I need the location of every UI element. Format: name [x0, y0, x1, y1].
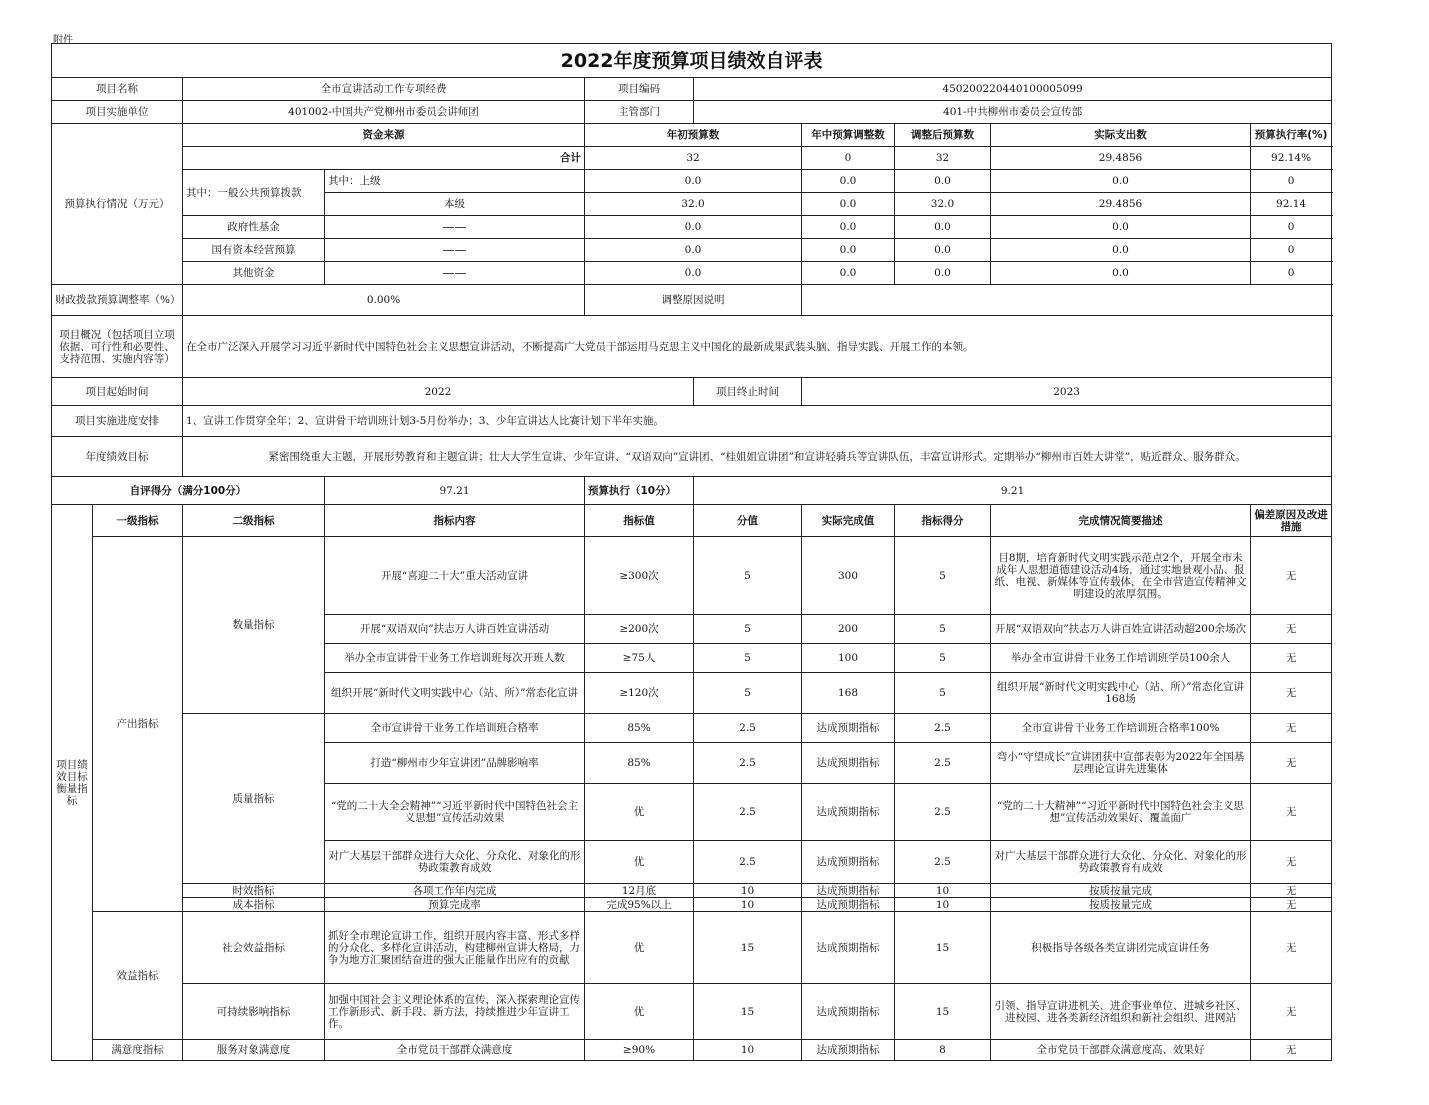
ind-score: 2.5 [895, 743, 991, 784]
self-score-label: 自评得分（满分100分） [52, 477, 325, 505]
general-budget-label: 其中：一般公共预算拨款 [183, 170, 325, 216]
ind-desc: 引领、指导宣讲进机关、进企事业单位、进城乡社区、进校园、进各类新经济组织和新社会组织、进网站 [991, 984, 1251, 1040]
ind-content: 各项工作年内完成 [325, 884, 585, 898]
budget-row-total [52, 147, 1332, 170]
local-midyear: 0.0 [802, 193, 895, 216]
total-actual: 29.4856 [991, 147, 1251, 170]
state-capital-initial: 0.0 [585, 239, 802, 262]
budget-header-source: 资金来源 [183, 124, 585, 147]
table-row [52, 984, 1332, 1040]
level2-timeliness: 时效指标 [183, 884, 325, 898]
ind-weight: 5 [694, 644, 802, 673]
ind-desc: 全市宣讲骨干业务工作培训班合格率100% [991, 714, 1251, 743]
ind-content: 抓好全市理论宣讲工作，组织开展内容丰富、形式多样的分众化、多样化宣讲活动，构建柳州宣讲大格局，力争为地方汇聚团结奋进的强大正能量作出应有的贡献 [325, 912, 585, 984]
table-row [52, 884, 1332, 898]
budget-header-actual: 实际支出数 [991, 124, 1251, 147]
ind-actual: 达成预期指标 [802, 714, 895, 743]
local-adjusted: 32.0 [895, 193, 991, 216]
upper-initial: 0.0 [585, 170, 802, 193]
upper-midyear: 0.0 [802, 170, 895, 193]
ind-header-target: 指标值 [585, 505, 694, 537]
state-capital-actual: 0.0 [991, 239, 1251, 262]
ind-weight: 2.5 [694, 743, 802, 784]
budget-row-other [52, 262, 1332, 285]
ind-desc: 按质按量完成 [991, 898, 1251, 912]
goal-text: 紧密围绕重大主题，开展形势教育和主题宣讲；壮大大学生宣讲、少年宣讲、“双语双向”宣讲团、“桂姐姐宣讲团”和宣讲轻骑兵等宣讲队伍，丰富宣讲形式。定期举办“柳州市百姓大讲堂”，贴近群众、服务群众。 [183, 437, 1332, 477]
overview-text: 在全市广泛深入开展学习习近平新时代中国特色社会主义思想宣讲活动，不断提高广大党员干部运用马克思主义中国化的最新成果武装头脑、指导实践、开展工作的本领。 [183, 316, 1332, 378]
ind-content: “党的二十大全会精神”“习近平新时代中国特色社会主义思想”宣传活动效果 [325, 784, 585, 841]
ind-target: ≥75人 [585, 644, 694, 673]
total-midyear: 0 [802, 147, 895, 170]
table-row [52, 1040, 1332, 1061]
ind-desc: 组织开展“新时代文明实践中心（站、所）”常态化宣讲168场 [991, 673, 1251, 714]
ind-content: 全市党员干部群众满意度 [325, 1040, 585, 1061]
ind-header-weight: 分值 [694, 505, 802, 537]
ind-remark: 无 [1251, 912, 1332, 984]
project-name: 全市宣讲活动工作专项经费 [183, 78, 585, 101]
ind-desc: “党的二十大精神”“习近平新时代中国特色社会主义思想”宣传活动效果好、覆盖面广 [991, 784, 1251, 841]
ind-weight: 10 [694, 1040, 802, 1061]
ind-header-level2: 二级指标 [183, 505, 325, 537]
budget-row-state-capital [52, 239, 1332, 262]
budget-exec-label: 预算执行（10分） [585, 477, 694, 505]
ind-target: 优 [585, 912, 694, 984]
level2-quantity: 数量指标 [183, 537, 325, 714]
ind-target: ≥300次 [585, 537, 694, 615]
other-fund-midyear: 0.0 [802, 262, 895, 285]
local-label: 本级 [325, 193, 585, 216]
total-initial: 32 [585, 147, 802, 170]
performance-table [51, 43, 1332, 1061]
local-initial: 32.0 [585, 193, 802, 216]
gov-fund-initial: 0.0 [585, 216, 802, 239]
ind-score: 5 [895, 537, 991, 615]
ind-actual: 达成预期指标 [802, 884, 895, 898]
ind-score: 2.5 [895, 784, 991, 841]
level1-benefit: 效益指标 [93, 912, 183, 1040]
ind-actual: 达成预期指标 [802, 841, 895, 884]
ind-desc: 开展“双语双向”扶志万人讲百姓宣讲活动超200余场次 [991, 615, 1251, 644]
ind-remark: 无 [1251, 644, 1332, 673]
gov-fund-adjusted: 0.0 [895, 216, 991, 239]
ind-header-remark: 偏差原因及改进措施 [1251, 505, 1332, 537]
total-rate: 92.14% [1251, 147, 1332, 170]
ind-actual: 达成预期指标 [802, 784, 895, 841]
ind-remark: 无 [1251, 615, 1332, 644]
ind-score: 15 [895, 984, 991, 1040]
ind-content: 预算完成率 [325, 898, 585, 912]
page-title: 2022年度预算项目绩效自评表 [52, 44, 1332, 78]
upper-rate: 0 [1251, 170, 1332, 193]
ind-target: 12月底 [585, 884, 694, 898]
ind-desc: 全市党员干部群众满意度高、效果好 [991, 1040, 1251, 1061]
budget-exec-score: 9.21 [694, 477, 1332, 505]
ind-remark: 无 [1251, 1040, 1332, 1061]
dept: 401-中共柳州市委员会宣传部 [694, 101, 1332, 124]
ind-header-level1: 一级指标 [93, 505, 183, 537]
adjust-reason [802, 285, 1332, 316]
upper-actual: 0.0 [991, 170, 1251, 193]
dept-label: 主管部门 [585, 101, 694, 124]
state-capital-label: 国有资本经营预算 [183, 239, 325, 262]
state-capital-adjusted: 0.0 [895, 239, 991, 262]
impl-unit: 401002-中国共产党柳州市委员会讲师团 [183, 101, 585, 124]
ind-target: ≥90% [585, 1040, 694, 1061]
impl-unit-label: 项目实施单位 [52, 101, 183, 124]
state-capital-rate: 0 [1251, 239, 1332, 262]
ind-desc: 积极指导各级各类宣讲团完成宣讲任务 [991, 912, 1251, 984]
ind-remark: 无 [1251, 984, 1332, 1040]
dash: —— [325, 262, 585, 285]
ind-remark: 无 [1251, 743, 1332, 784]
other-fund-initial: 0.0 [585, 262, 802, 285]
schedule-text: 1、宣讲工作贯穿全年；2、宣讲骨干培训班计划3-5月份举办；3、少年宣讲达人比赛计划下半年实施。 [183, 406, 1332, 437]
other-fund-adjusted: 0.0 [895, 262, 991, 285]
level2-service: 服务对象满意度 [183, 1040, 325, 1061]
ind-weight: 15 [694, 912, 802, 984]
end-time-label: 项目终止时间 [694, 378, 802, 406]
ind-remark: 无 [1251, 841, 1332, 884]
budget-header-midyear: 年中预算调整数 [802, 124, 895, 147]
local-rate: 92.14 [1251, 193, 1332, 216]
schedule-label: 项目实施进度安排 [52, 406, 183, 437]
table-row [52, 714, 1332, 743]
ind-remark: 无 [1251, 898, 1332, 912]
budget-header-initial: 年初预算数 [585, 124, 802, 147]
ind-header-actual: 实际完成值 [802, 505, 895, 537]
adjust-reason-label: 调整原因说明 [585, 285, 802, 316]
ind-target: 85% [585, 743, 694, 784]
total-adjusted: 32 [895, 147, 991, 170]
ind-content: 加强中国社会主义理论体系的宣传，深入探索理论宣传工作新形式、新手段、新方法，持续推进少年宣讲工作。 [325, 984, 585, 1040]
upper-label: 其中：上级 [325, 170, 585, 193]
self-score: 97.21 [325, 477, 585, 505]
end-time: 2023 [802, 378, 1332, 406]
ind-header-score: 指标得分 [895, 505, 991, 537]
level2-sustain: 可持续影响指标 [183, 984, 325, 1040]
ind-score: 2.5 [895, 714, 991, 743]
ind-content: 举办全市宣讲骨干业务工作培训班每次开班人数 [325, 644, 585, 673]
attachment-label: 附件 [53, 35, 73, 46]
ind-weight: 2.5 [694, 841, 802, 884]
project-code-label: 项目编码 [585, 78, 694, 101]
budget-header-adjusted: 调整后预算数 [895, 124, 991, 147]
ind-content: 开展“喜迎二十大”重大活动宣讲 [325, 537, 585, 615]
ind-actual: 100 [802, 644, 895, 673]
ind-actual: 达成预期指标 [802, 743, 895, 784]
table-row [52, 898, 1332, 912]
ind-target: 优 [585, 784, 694, 841]
ind-remark: 无 [1251, 673, 1332, 714]
upper-adjusted: 0.0 [895, 170, 991, 193]
ind-desc: 目8期，培育新时代文明实践示范点2个，开展全市未成年人思想道德建设活动4场，通过实地景观小品、报纸、电视、新媒体等宣传载体，在全市营造宣传精神文明建设的浓厚氛围。 [991, 537, 1251, 615]
ind-header-desc: 完成情况简要描述 [991, 505, 1251, 537]
indicator-section-label: 项目绩效目标衡量指标 [52, 505, 93, 1061]
table-row [52, 537, 1332, 615]
project-code: 450200220440100005099 [694, 78, 1332, 101]
ind-target: ≥120次 [585, 673, 694, 714]
ind-target: 优 [585, 984, 694, 1040]
level2-cost: 成本指标 [183, 898, 325, 912]
gov-fund-label: 政府性基金 [183, 216, 325, 239]
ind-actual: 达成预期指标 [802, 1040, 895, 1061]
ind-remark: 无 [1251, 784, 1332, 841]
project-name-label: 项目名称 [52, 78, 183, 101]
adjust-rate: 0.00% [183, 285, 585, 316]
ind-weight: 5 [694, 615, 802, 644]
start-time: 2022 [183, 378, 694, 406]
ind-score: 10 [895, 898, 991, 912]
ind-content: 对广大基层干部群众进行大众化、分众化、对象化的形势政策教育成效 [325, 841, 585, 884]
ind-content: 开展“双语双向”扶志万人讲百姓宣讲活动 [325, 615, 585, 644]
ind-weight: 5 [694, 537, 802, 615]
ind-score: 5 [895, 615, 991, 644]
ind-desc: 弯小“守望成长”宣讲团获中宣部表彰为2022年全国基层理论宣讲先进集体 [991, 743, 1251, 784]
ind-actual: 300 [802, 537, 895, 615]
dash: —— [325, 216, 585, 239]
total-label: 合计 [183, 147, 585, 170]
ind-score: 5 [895, 644, 991, 673]
ind-weight: 2.5 [694, 784, 802, 841]
ind-score: 10 [895, 884, 991, 898]
ind-actual: 200 [802, 615, 895, 644]
ind-weight: 15 [694, 984, 802, 1040]
level2-social: 社会效益指标 [183, 912, 325, 984]
budget-row-upper [52, 170, 1332, 193]
ind-weight: 10 [694, 898, 802, 912]
state-capital-midyear: 0.0 [802, 239, 895, 262]
ind-desc: 按质按量完成 [991, 884, 1251, 898]
ind-header-content: 指标内容 [325, 505, 585, 537]
ind-target: ≥200次 [585, 615, 694, 644]
ind-remark: 无 [1251, 537, 1332, 615]
ind-score: 2.5 [895, 841, 991, 884]
ind-remark: 无 [1251, 714, 1332, 743]
budget-header-rate: 预算执行率(%) [1251, 124, 1332, 147]
ind-actual: 达成预期指标 [802, 898, 895, 912]
ind-content: 组织开展“新时代文明实践中心（站、所）”常态化宣讲 [325, 673, 585, 714]
goal-label: 年度绩效目标 [52, 437, 183, 477]
other-fund-rate: 0 [1251, 262, 1332, 285]
local-actual: 29.4856 [991, 193, 1251, 216]
table-row [52, 912, 1332, 984]
ind-actual: 168 [802, 673, 895, 714]
level2-quality: 质量指标 [183, 714, 325, 884]
ind-content: 全市宣讲骨干业务工作培训班合格率 [325, 714, 585, 743]
ind-content: 打造“柳州市少年宣讲团”品牌影响率 [325, 743, 585, 784]
ind-score: 8 [895, 1040, 991, 1061]
ind-desc: 举办全市宣讲骨干业务工作培训班学员100余人 [991, 644, 1251, 673]
budget-row-gov-fund [52, 216, 1332, 239]
gov-fund-midyear: 0.0 [802, 216, 895, 239]
level1-output: 产出指标 [93, 537, 183, 912]
dash: —— [325, 239, 585, 262]
overview-label: 项目概况（包括项目立项依据、可行性和必要性、支持范围、实施内容等） [52, 316, 183, 378]
level1-satisfaction: 满意度指标 [93, 1040, 183, 1061]
ind-weight: 10 [694, 884, 802, 898]
ind-target: 85% [585, 714, 694, 743]
ind-remark: 无 [1251, 884, 1332, 898]
other-fund-label: 其他资金 [183, 262, 325, 285]
ind-score: 15 [895, 912, 991, 984]
ind-target: 优 [585, 841, 694, 884]
gov-fund-rate: 0 [1251, 216, 1332, 239]
ind-actual: 达成预期指标 [802, 984, 895, 1040]
ind-target: 完成95%以上 [585, 898, 694, 912]
ind-weight: 5 [694, 673, 802, 714]
ind-score: 5 [895, 673, 991, 714]
adjust-rate-label: 财政拨款预算调整率（%） [52, 285, 183, 316]
start-time-label: 项目起始时间 [52, 378, 183, 406]
ind-desc: 对广大基层干部群众进行大众化、分众化、对象化的形势政策教育有成效 [991, 841, 1251, 884]
other-fund-actual: 0.0 [991, 262, 1251, 285]
gov-fund-actual: 0.0 [991, 216, 1251, 239]
ind-weight: 2.5 [694, 714, 802, 743]
ind-actual: 达成预期指标 [802, 912, 895, 984]
budget-section-label: 预算执行情况（万元） [52, 124, 183, 285]
